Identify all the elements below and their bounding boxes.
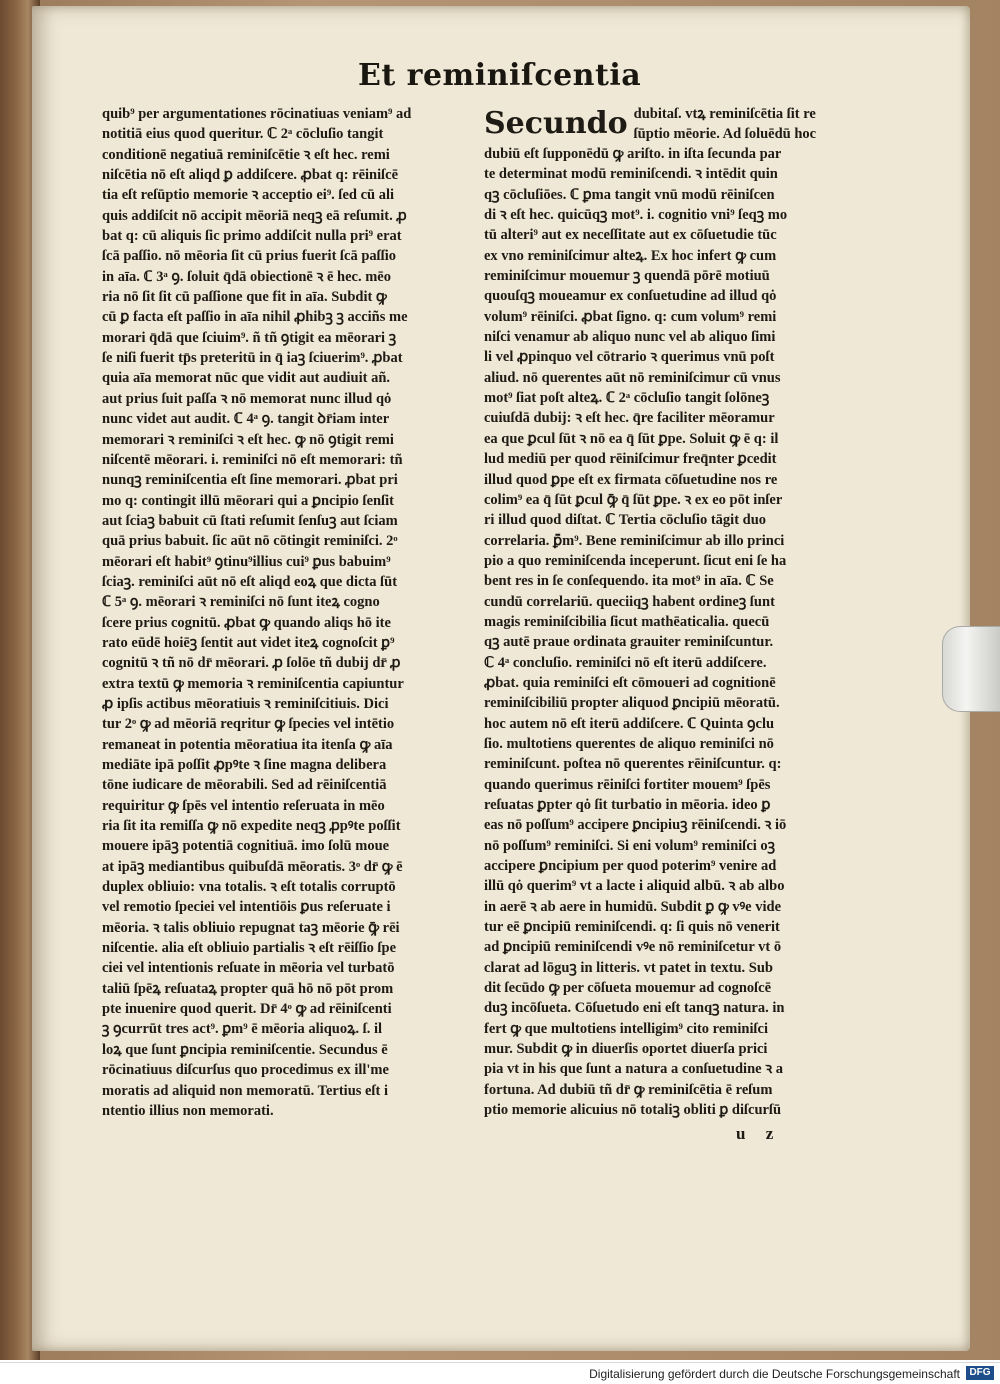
text-line: ciei vel intentionis reſuate in mēoria vel turbatō <box>102 960 395 977</box>
text-line: hoc autem nō eſt iterū addiſcere. ℂ Quinta ꝯclu <box>484 715 775 732</box>
text-line: morari q̄dā que ſciuim⁹. ñ tñ ꝯtigit ea mēorari ꝫ <box>102 329 397 346</box>
text-line: duplex obliuio: vna totalis. ꝛ eſt totalis corruptō <box>102 879 396 896</box>
opening-line: ſūptio mēorie. Ad ſoluēdū hoc <box>633 126 817 142</box>
text-line: niſcentē mēorari. i. reminiſci nō eſt memorari: tñ <box>102 451 403 468</box>
text-line: reſuatas ꝑpter qȯ ſit turbatio in mēoria. ideo ꝑ <box>484 797 771 813</box>
text-line: quia aīa memorat nūc que vidit aut audiuit añ. <box>102 370 391 387</box>
text-line: di ꝛ eſt hec. quicūqꝫ mot⁹. i. cognitio vni⁹ ſeqꝫ mo <box>484 207 788 224</box>
text-line: fert ꝙ que multotiens intelligim⁹ cito reminiſci <box>484 1020 768 1037</box>
text-line: li vel ꝓpinquo vel cōtrario ꝛ querimus vnū poſt <box>484 349 775 366</box>
text-line: dubiū eſt ſupponēdū ꝙ ariſto. in iſta ſecunda par <box>484 146 782 162</box>
text-line: ℂ 5ᵃ ꝯ. mēorari ꝛ reminiſci nō ſunt iteꝝ cogno <box>102 594 380 611</box>
text-line: ea que ꝑcul ſūt ꝛ nō ea q̄ ſūt ꝑpe. Soluit ꝙ ē q: il <box>484 430 779 447</box>
opening-lines <box>634 104 816 144</box>
text-line: rōcinatiuus diſcurſus quo procedimus ex ill'me <box>102 1062 389 1079</box>
text-line: illū qȯ querim⁹ vt a lacte i aliquid albū. ꝛ ab albo <box>484 878 785 895</box>
text-line: ꝫ ꝯcurrūt tres act⁹. ꝑm⁹ ē mēoria aliquoꝝ. ſ. il <box>102 1021 383 1038</box>
text-line: niſcētia nō eſt aliqd ꝑ addiſcere. ꝓbat q: rēiniſcē <box>102 167 399 184</box>
text-line: qꝫ cōcluſiōes. ℂ ꝑma tangit vnū modū rēiniſcen <box>484 186 775 203</box>
text-line: loꝝ que ſunt ꝑncipia reminiſcentie. Secundus ē <box>102 1041 388 1058</box>
text-line: ſcere prius cognitū. ꝓbat ꝙ quando aliqs hō ite <box>102 614 391 631</box>
text-line: te determinat modū reminiſcendi. ꝛ intēdit quin <box>484 166 778 183</box>
text-line: in aerē ꝛ ab aere in humidū. Subdit ꝑ ꝙ vꝰe vide <box>484 898 782 915</box>
text-line: cū ꝑ facta eſt paſſio in aīa nihil ꝓhibꝫ ꝫ acciñs me <box>102 309 408 326</box>
text-line: mēorari eſt habit⁹ ꝯtinu⁹illius cui⁹ ꝑus babuim⁹ <box>102 553 391 570</box>
text-line: aut ſciaꝫ babuit cū ſtati reſumit ſenſuꝫ aut ſciam <box>102 512 398 529</box>
text-line: dit ſecūdo ꝙ per cōſueta mouemur ad cognoſcē <box>484 980 772 997</box>
text-line: accipere ꝑncipium per quod poterim⁹ venire ad <box>484 858 777 875</box>
text-line: colim⁹ ea q̄ ſūt ꝑcul ꝙ̄ q̄ ſūt ꝑpe. ꝛ ex eo pōt inſer <box>484 491 783 508</box>
text-line: moratis ad aliquid non memoratū. Tertius eſt i <box>102 1082 388 1099</box>
text-line: reminiſcibiliū propter aliquod ꝑncipiū mēoratū. <box>484 695 780 712</box>
text-line: tū alteri⁹ aut ex neceſſitate aut ex cōſuetudie tūc <box>484 227 777 244</box>
text-line: magis reminiſcibilia ſicut mathēaticalia. quecū <box>484 613 770 630</box>
text-line: aut prius ſuit paſſa ꝛ nō memorat nunc illud qȯ <box>102 390 392 407</box>
text-line: at ipāꝫ mediantibus quibuſdā mēoratis. 3ᵒ dr̄ ꝙ ē <box>102 858 403 875</box>
text-line: qꝫ autē praue ordinata grauiter reminiſcuntur. <box>484 634 774 651</box>
text-line: tur eē ꝑncipiū reminiſcendi. q: ſi quis nō venerit <box>484 919 780 936</box>
text-line: quouſqꝫ moueamur ex conſuetudine ad illud qȯ <box>484 288 777 305</box>
text-line: ntentio illius non memorati. <box>102 1102 274 1119</box>
text-line: aliud. nō querentes aūt nō reminiſcimur cū vnus <box>484 369 781 386</box>
text-line: quando querimus rēiniſci fortiter mouem⁹ ſpēs <box>484 776 771 793</box>
signature-mark: u z <box>736 1124 782 1143</box>
text-line: mediāte ipā poſſit ꝓpꝰte ꝛ ſine magna delibera <box>102 757 387 773</box>
text-line: duꝫ incōſueta. Cōſuetudo eni eſt tanqꝫ natura. in <box>484 1000 785 1017</box>
right-column-opening <box>484 104 862 144</box>
text-line: ſcā paſſio. nō mēoria ſit cū prius fuerit ſcā paſſio <box>102 248 397 265</box>
text-line: volum⁹ rēiniſci. ꝓbat ſigno. q: cum volum⁹ remi <box>484 308 777 325</box>
text-line: ℂ 4ᵃ concluſio. reminiſci nō eſt iterū addiſcere. <box>484 654 767 671</box>
text-line: mur. Subdit ꝙ in diuerſis oportet diuerſa prici <box>484 1041 768 1058</box>
text-line: niſcentie. alia eſt obliuio partialis ꝛ eſt rēiſſio ſpe <box>102 940 397 957</box>
text-line: eas nō poſſum⁹ accipere ꝑncipiuꝫ rēiniſcendi. ꝛ iō <box>484 817 787 834</box>
text-line: reminiſcimur mouemur ꝫ quendā pōrē motiuū <box>484 268 770 285</box>
text-line: tia eſt reſūptio memorie ꝛ acceptio ei⁹. ſed cū ali <box>102 187 395 204</box>
text-line: notitiā eius quod queritur. ℂ 2ᵃ cōcluſio tangit <box>102 126 384 143</box>
running-head: Et reminiſcentia <box>358 58 642 93</box>
text-line: mēoria. ꝛ talis obliuio repugnat taꝫ mēorie ꝙ̄ rēi <box>102 919 400 936</box>
text-line: bat q: cū aliquis ſic primo addiſcit nulla pri⁹ erat <box>102 228 402 245</box>
text-line: quis addiſcit nō accipit mēoriā neqꝫ eā reſumit. ꝓ <box>102 207 407 224</box>
right-column <box>484 104 862 1121</box>
text-line: pia vt in his que ſunt a natura a conſuetudine ꝛ a <box>484 1061 783 1078</box>
left-column <box>102 104 474 1121</box>
text-line: nō poſſum⁹ reminiſci. Si eni volum⁹ reminiſci oꝫ <box>484 837 776 854</box>
text-line: ſe niſi fuerit tp̄s preteritū in q̄ iaꝫ ſciuerim⁹. ꝓbat <box>102 350 403 367</box>
text-line: rato eūdē hoiēꝫ ſentit aut videt iteꝝ cognoſcit ꝑ⁹ <box>102 634 395 651</box>
footer-bar <box>0 1362 1000 1384</box>
text-line: correlaria. ꝑ̄m⁹. Bene reminiſcimur ab illo princi <box>484 532 785 549</box>
section-heading: Secundo <box>484 106 628 141</box>
text-line: vel remotio ſpeciei vel intentiōis ꝑus reſeruate i <box>102 899 391 916</box>
text-line: conditionē negatiuā reminiſcētie ꝛ eſt hec. remi <box>102 146 390 163</box>
text-line: ſio. multotiens querentes de aliquo reminiſci nō <box>484 735 774 752</box>
text-line: ꝓ ipſis actibus mēoratiuis ꝛ reminiſcitiuis. Dici <box>102 695 389 712</box>
text-line: lud mediū per quod rēiniſcimur freq̄nter ꝑcedit <box>484 451 777 468</box>
text-line: cuiuſdā dubij: ꝛ eſt hec. q̄re faciliter mēoramur <box>484 410 775 427</box>
text-line: ex vno reminiſcimur alteꝝ. Ex hoc infert ꝙ cum <box>484 247 777 264</box>
page-clip <box>942 626 1000 712</box>
text-line: extra textū ꝙ memoria ꝛ reminiſcentia capiuntur <box>102 675 404 692</box>
text-line: quā prius babuit. ſic aūt nō cōtingit reminiſci. 2ᵒ <box>102 533 398 550</box>
text-line: pio a quo reminiſcenda inceperunt. ſicut eni ſe ha <box>484 552 787 569</box>
text-line: ptio memorie alicuius nō totaliꝫ obliti ꝑ diſcurſū <box>484 1102 782 1119</box>
text-line: ꝓbat. quia reminiſci eſt cōmoueri ad cognitionē <box>484 674 776 691</box>
text-line: ria nō ſit ſit cū paſſione que fit in aīa. Subdit ꝙ <box>102 289 387 306</box>
text-line: nunqꝫ reminiſcentia eſt ſine memorari. ꝓbat pri <box>102 472 398 489</box>
dfg-logo: DFG <box>966 1366 994 1380</box>
text-line: fortuna. Ad dubiū tñ dr̄ ꝙ reminiſcētia ē reſum <box>484 1081 773 1098</box>
text-line: clarat ad lōguꝫ in litteris. vt patet in textu. Sub <box>484 959 773 976</box>
text-line: in aīa. ℂ 3ᵃ ꝯ. ſoluit q̄dā obiectionē ꝛ ē hec. mēo <box>102 268 391 285</box>
text-line: nunc videt aut audit. ℂ 4ᵃ ꝯ. tangit ꝺr̄iam inter <box>102 411 390 428</box>
footer-credit: Digitalisierung gefördert durch die Deutsche Forschungsgemeinschaft <box>589 1367 960 1381</box>
text-line: quib⁹ per argumentationes rōcinatiuas veniam⁹ ad <box>102 106 412 122</box>
text-line: tōne iudicare de mēorabili. Sed ad rēiniſcentiā <box>102 777 387 794</box>
text-line: ſciaꝫ. reminiſci aūt nō eſt aliqd eoꝝ que dicta ſūt <box>102 573 398 590</box>
text-line: ria ſit ita remiſſa ꝙ nō expedite neqꝫ ꝓpꝰte poſſit <box>102 818 401 835</box>
text-line: mot⁹ ſiat poſt alteꝝ. ℂ 2ᵃ cōcluſio tangit ſolōneꝫ <box>484 390 770 407</box>
opening-line: dubitaſ. vtꝝ reminiſcētia ſit re <box>633 106 816 122</box>
text-line: ad ꝑncipiū reminiſcendi vꝰe nō reminiſcetur vt ō <box>484 939 782 956</box>
text-line: mouere ipāꝫ potentiā cognitiuā. imo ſolū moue <box>102 838 390 855</box>
text-line: ri illud quod diſtat. ℂ Tertia cōcluſio tāgit duo <box>484 512 767 529</box>
text-line: memorari ꝛ reminiſci ꝛ eſt hec. ꝙ nō ꝯtigit remi <box>102 431 394 448</box>
text-line: remaneat in potentia mēoratiua ita itenſa ꝙ aīa <box>102 736 393 753</box>
text-line: cognitū ꝛ tñ nō dr̄ mēorari. ꝓ ſolōe tñ dubij dr̄ ꝓ <box>102 655 401 672</box>
text-line: mo q: contingit illū mēorari qui a ꝑncipio ſenſit <box>102 492 394 509</box>
text-line: requiritur ꝙ ſpēs vel intentio reſeruata in mēo <box>102 797 385 814</box>
text-line: illud quod ꝑpe eſt ex firmata cōſuetudine nos re <box>484 471 778 488</box>
text-line: cundū correlariū. queciiqꝫ habent ordineꝫ ſunt <box>484 593 775 610</box>
text-line: reminiſcunt. poſtea nō querentes rēiniſcuntur. q: <box>484 756 782 773</box>
text-line: pte inuenire quod querit. Dr̄ 4ᵒ ꝙ ad rēiniſcenti <box>102 1001 392 1018</box>
text-line: bent res in ſe conſequendo. ita mot⁹ in aīa. ℂ Se <box>484 573 774 590</box>
text-line: tur 2ᵒ ꝙ ad mēoriā reqritur ꝙ ſpecies vel intētio <box>102 716 395 733</box>
text-line: niſci venamur ab aliquo nunc vel ab aliquo ſimi <box>484 329 776 346</box>
text-line: taliū ſpēꝝ reſuataꝝ propter quā hō nō pōt prom <box>102 980 394 997</box>
